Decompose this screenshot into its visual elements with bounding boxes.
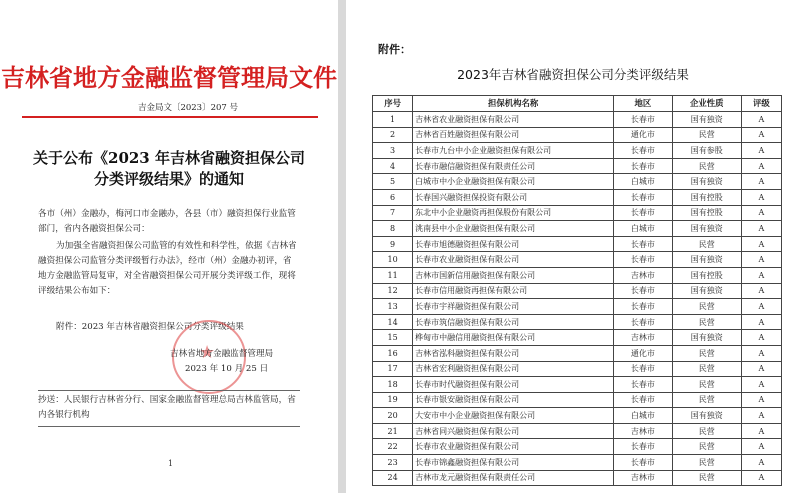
cell-grade: A bbox=[741, 127, 781, 143]
cell-institution: 吉林市龙元融资担保有限责任公司 bbox=[413, 470, 614, 486]
cell-number: 7 bbox=[373, 205, 413, 221]
column-header-grade: 评级 bbox=[741, 96, 781, 112]
table-row bbox=[373, 470, 782, 486]
cc-divider-bottom bbox=[38, 426, 300, 427]
cell-number: 19 bbox=[373, 392, 413, 408]
cell-grade: A bbox=[741, 112, 781, 128]
cell-region: 长春市 bbox=[614, 377, 673, 393]
cell-number: 22 bbox=[373, 439, 413, 455]
cell-region: 通化市 bbox=[614, 127, 673, 143]
cell-number: 24 bbox=[373, 470, 413, 486]
cell-grade: A bbox=[741, 455, 781, 471]
table-row bbox=[373, 345, 782, 361]
cell-grade: A bbox=[741, 423, 781, 439]
cell-region: 长春市 bbox=[614, 439, 673, 455]
cell-number: 2 bbox=[373, 127, 413, 143]
column-header-nature: 企业性质 bbox=[672, 96, 741, 112]
cell-grade: A bbox=[741, 408, 781, 424]
page-number: 1 bbox=[168, 459, 174, 468]
cell-institution: 长春国兴融资担保投资有限公司 bbox=[413, 189, 614, 205]
table-row bbox=[373, 455, 782, 471]
cell-grade: A bbox=[741, 158, 781, 174]
table-row bbox=[373, 423, 782, 439]
cell-region: 白城市 bbox=[614, 174, 673, 190]
cell-region: 长春市 bbox=[614, 283, 673, 299]
table-row bbox=[373, 112, 782, 128]
cell-region: 吉林市 bbox=[614, 267, 673, 283]
cell-number: 11 bbox=[373, 267, 413, 283]
cell-nature: 民营 bbox=[672, 127, 741, 143]
attachment-label: 附件： bbox=[378, 43, 411, 56]
cell-region: 长春市 bbox=[614, 112, 673, 128]
cell-nature: 国有独资 bbox=[672, 408, 741, 424]
issue-date: 2023 年 10 月 25 日 bbox=[185, 364, 269, 374]
cell-number: 14 bbox=[373, 314, 413, 330]
document-header: 吉林省地方金融监督管理局文件 bbox=[1, 63, 337, 92]
cc-divider-top bbox=[38, 390, 300, 391]
cell-institution: 东北中小企业融资再担保股份有限公司 bbox=[413, 205, 614, 221]
cell-institution: 长春市时代融资担保有限公司 bbox=[413, 377, 614, 393]
cell-grade: A bbox=[741, 283, 781, 299]
cell-grade: A bbox=[741, 299, 781, 315]
cell-nature: 国有独资 bbox=[672, 174, 741, 190]
cell-grade: A bbox=[741, 174, 781, 190]
cell-nature: 国有独资 bbox=[672, 221, 741, 237]
cell-grade: A bbox=[741, 439, 781, 455]
cell-number: 15 bbox=[373, 330, 413, 346]
notice-title-line-1: 关于公布《2023 年吉林省融资担保公司 bbox=[33, 149, 305, 167]
cell-institution: 吉林省泓科融资担保有限公司 bbox=[413, 345, 614, 361]
cell-nature: 民营 bbox=[672, 361, 741, 377]
cell-nature: 民营 bbox=[672, 455, 741, 471]
cell-institution: 长春市农业融资担保有限公司 bbox=[413, 252, 614, 268]
cell-grade: A bbox=[741, 236, 781, 252]
cell-region: 吉林市 bbox=[614, 470, 673, 486]
cell-institution: 吉林省同兴融资担保有限公司 bbox=[413, 423, 614, 439]
cell-region: 白城市 bbox=[614, 221, 673, 237]
cell-nature: 民营 bbox=[672, 377, 741, 393]
cell-grade: A bbox=[741, 314, 781, 330]
cell-institution: 长春市筑信融资担保有限公司 bbox=[413, 314, 614, 330]
table-header-row bbox=[373, 96, 782, 112]
table-row bbox=[373, 189, 782, 205]
table-row bbox=[373, 127, 782, 143]
cell-grade: A bbox=[741, 345, 781, 361]
cell-institution: 长春市银安融资担保有限公司 bbox=[413, 392, 614, 408]
header-divider bbox=[22, 116, 318, 118]
table-row bbox=[373, 392, 782, 408]
cell-nature: 国有参股 bbox=[672, 143, 741, 159]
cell-number: 21 bbox=[373, 423, 413, 439]
table-row bbox=[373, 314, 782, 330]
cell-nature: 民营 bbox=[672, 470, 741, 486]
cell-region: 通化市 bbox=[614, 345, 673, 361]
table-row bbox=[373, 158, 782, 174]
cell-number: 12 bbox=[373, 283, 413, 299]
cell-nature: 民营 bbox=[672, 314, 741, 330]
cell-institution: 长春市旭德融资担保有限公司 bbox=[413, 236, 614, 252]
cell-institution: 大安市中小企业融资担保有限公司 bbox=[413, 408, 614, 424]
cell-grade: A bbox=[741, 205, 781, 221]
cell-region: 长春市 bbox=[614, 361, 673, 377]
cell-institution: 洮南县中小企业融资担保有限公司 bbox=[413, 221, 614, 237]
cell-region: 长春市 bbox=[614, 455, 673, 471]
table-row bbox=[373, 361, 782, 377]
cell-number: 3 bbox=[373, 143, 413, 159]
cell-number: 13 bbox=[373, 299, 413, 315]
table-row bbox=[373, 174, 782, 190]
cell-number: 17 bbox=[373, 361, 413, 377]
cell-region: 长春市 bbox=[614, 143, 673, 159]
cell-grade: A bbox=[741, 189, 781, 205]
cell-institution: 吉林市国新信用融资担保有限公司 bbox=[413, 267, 614, 283]
cell-grade: A bbox=[741, 221, 781, 237]
table-title: 2023年吉林省融资担保公司分类评级结果 bbox=[457, 67, 689, 82]
cell-nature: 国有独资 bbox=[672, 283, 741, 299]
cell-region: 长春市 bbox=[614, 236, 673, 252]
cell-number: 9 bbox=[373, 236, 413, 252]
table-row bbox=[373, 408, 782, 424]
table-row bbox=[373, 143, 782, 159]
table-row bbox=[373, 283, 782, 299]
table-row bbox=[373, 267, 782, 283]
cell-region: 长春市 bbox=[614, 392, 673, 408]
cell-number: 10 bbox=[373, 252, 413, 268]
cell-nature: 民营 bbox=[672, 439, 741, 455]
cell-institution: 长春市宇祥融资担保有限公司 bbox=[413, 299, 614, 315]
cell-grade: A bbox=[741, 330, 781, 346]
cell-institution: 桦甸市中融信用融资担保有限公司 bbox=[413, 330, 614, 346]
cell-nature: 国有控股 bbox=[672, 205, 741, 221]
notice-paragraph: 为加强全省融资担保公司监管的有效性和科学性，依据《吉林省融资担保公司监管分类评级暂行办法》，经市（州）金融办初评，省地方金融监管局复审，对全省融资担保公司开展分类评级工作，现将评级结果公布如下： bbox=[38, 241, 297, 296]
cell-institution: 吉林省百姓融资担保有限公司 bbox=[413, 127, 614, 143]
cell-grade: A bbox=[741, 470, 781, 486]
cell-number: 16 bbox=[373, 345, 413, 361]
document-page-left bbox=[0, 0, 338, 493]
table-row bbox=[373, 439, 782, 455]
cell-region: 吉林市 bbox=[614, 330, 673, 346]
cell-grade: A bbox=[741, 252, 781, 268]
cell-nature: 国有独资 bbox=[672, 112, 741, 128]
document-page-right bbox=[346, 0, 800, 493]
cell-region: 长春市 bbox=[614, 252, 673, 268]
cell-number: 20 bbox=[373, 408, 413, 424]
cell-grade: A bbox=[741, 392, 781, 408]
cell-nature: 民营 bbox=[672, 345, 741, 361]
table-row bbox=[373, 377, 782, 393]
cell-number: 18 bbox=[373, 377, 413, 393]
cell-number: 6 bbox=[373, 189, 413, 205]
column-header-region: 地区 bbox=[614, 96, 673, 112]
notice-title-line-2: 分类评级结果》的通知 bbox=[93, 170, 244, 188]
cc-list: 抄送：人民银行吉林省分行、国家金融监督管理总局吉林监管局，省内各银行机构 bbox=[38, 395, 296, 420]
table-row bbox=[373, 299, 782, 315]
addressee: 各市（州）金融办，梅河口市金融办，各县（市）融资担保行业监管部门，省内各融资担保公司： bbox=[38, 209, 296, 234]
cell-region: 长春市 bbox=[614, 314, 673, 330]
table-body bbox=[373, 112, 782, 486]
cell-region: 白城市 bbox=[614, 408, 673, 424]
cell-institution: 长春市九台中小企业融资担保有限公司 bbox=[413, 143, 614, 159]
table-row bbox=[373, 205, 782, 221]
cell-nature: 民营 bbox=[672, 392, 741, 408]
cell-number: 1 bbox=[373, 112, 413, 128]
table-row bbox=[373, 221, 782, 237]
cell-institution: 吉林省农业融资担保有限公司 bbox=[413, 112, 614, 128]
cell-grade: A bbox=[741, 143, 781, 159]
column-header-institution: 担保机构名称 bbox=[413, 96, 614, 112]
cell-nature: 国有控股 bbox=[672, 267, 741, 283]
cell-institution: 长春市信用融资再担保有限公司 bbox=[413, 283, 614, 299]
table-row bbox=[373, 330, 782, 346]
cell-institution: 长春市融信融资担保有限责任公司 bbox=[413, 158, 614, 174]
cell-nature: 国有独资 bbox=[672, 330, 741, 346]
cell-number: 4 bbox=[373, 158, 413, 174]
cell-nature: 民营 bbox=[672, 423, 741, 439]
issuer-name: 吉林省地方金融监督管理局 bbox=[170, 349, 274, 359]
document-number: 吉金局文〔2023〕207 号 bbox=[137, 103, 238, 113]
table-row bbox=[373, 236, 782, 252]
cell-grade: A bbox=[741, 377, 781, 393]
rating-table bbox=[372, 95, 782, 486]
cell-region: 长春市 bbox=[614, 158, 673, 174]
cell-grade: A bbox=[741, 361, 781, 377]
cell-nature: 国有控股 bbox=[672, 189, 741, 205]
cell-number: 5 bbox=[373, 174, 413, 190]
cell-institution: 吉林省宏利融资担保有限公司 bbox=[413, 361, 614, 377]
cell-region: 长春市 bbox=[614, 205, 673, 221]
cell-nature: 民营 bbox=[672, 158, 741, 174]
attachment-reference: 附件：2023 年吉林省融资担保公司分类评级结果 bbox=[56, 322, 244, 332]
notice-title bbox=[0, 148, 338, 190]
table-row bbox=[373, 252, 782, 268]
cell-nature: 国有独资 bbox=[672, 252, 741, 268]
cell-nature: 民营 bbox=[672, 236, 741, 252]
cell-region: 吉林市 bbox=[614, 423, 673, 439]
cell-region: 长春市 bbox=[614, 299, 673, 315]
cell-region: 长春市 bbox=[614, 189, 673, 205]
cell-number: 23 bbox=[373, 455, 413, 471]
cell-nature: 民营 bbox=[672, 299, 741, 315]
cell-institution: 长春市农业融资担保有限公司 bbox=[413, 439, 614, 455]
cell-institution: 长春市锦鑫融资担保有限公司 bbox=[413, 455, 614, 471]
cell-institution: 白城市中小企业融资担保有限公司 bbox=[413, 174, 614, 190]
cell-number: 8 bbox=[373, 221, 413, 237]
column-header-number: 序号 bbox=[373, 96, 413, 112]
cell-grade: A bbox=[741, 267, 781, 283]
